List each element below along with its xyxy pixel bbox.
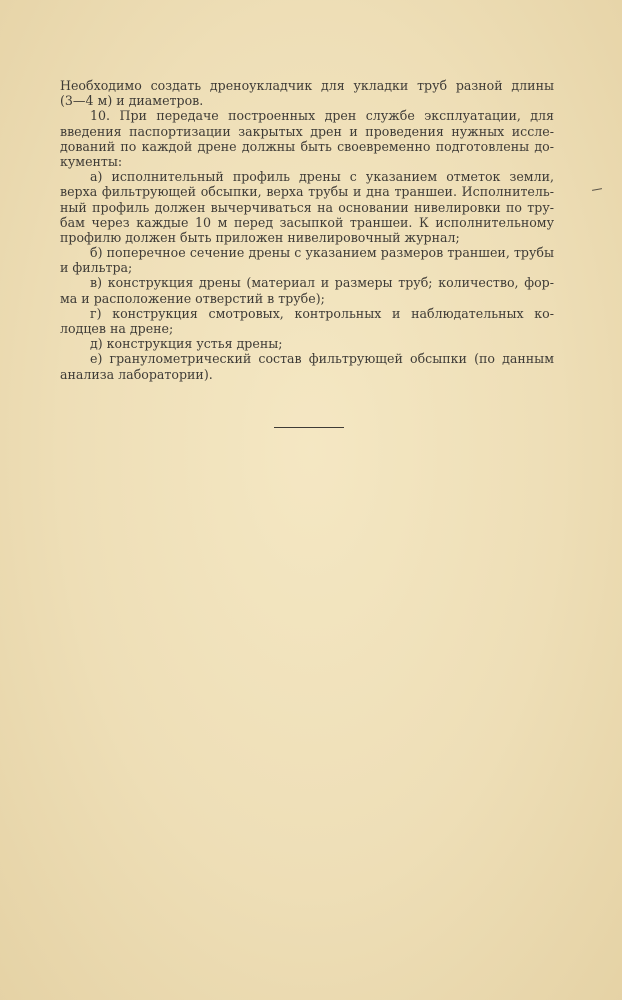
text-line: ма и расположение отверстий в трубе); xyxy=(60,290,325,306)
document-text xyxy=(60,78,554,382)
margin-mark xyxy=(592,188,602,191)
text-line: введения паспортизации закрытых дрен и проведения нужных иссле- xyxy=(60,123,554,139)
text-line: б) поперечное сечение дрены с указанием размеров траншеи, трубы xyxy=(90,245,554,261)
text-line: а) исполнительный профиль дрены с указанием отметок земли, xyxy=(90,169,554,185)
section-divider xyxy=(274,427,344,428)
text-line: верха фильтрующей обсыпки, верха трубы и дна траншеи. Исполнитель- xyxy=(60,184,554,200)
text-line: анализа лаборатории). xyxy=(60,366,213,382)
text-line: дований по каждой дрене должны быть своевременно подготовлены до- xyxy=(60,138,554,154)
text-line: 10. При передаче построенных дрен службе эксплуатации, для xyxy=(90,108,554,124)
text-line: (3—4 м) и диаметров. xyxy=(60,93,204,109)
text-line: Необходимо создать дреноукладчик для укладки труб разной длины xyxy=(60,78,554,93)
text-line: профилю должен быть приложен нивелировочный журнал; xyxy=(60,229,460,245)
text-line: д) конструкция устья дрены; xyxy=(90,336,283,352)
text-line: лодцев на дрене; xyxy=(60,321,174,336)
text-line: ный профиль должен вычерчиваться на основании нивелировки по тру- xyxy=(60,199,554,215)
text-line: и фильтра; xyxy=(60,260,133,276)
text-line: е) гранулометрический состав фильтрующей обсыпки (по данным xyxy=(90,351,554,367)
text-line: в) конструкция дрены (материал и размеры труб; количество, фор- xyxy=(90,275,554,291)
text-line: бам через каждые 10 м перед засыпкой траншеи. К исполнительному xyxy=(60,214,554,230)
text-line: г) конструкция смотровых, контрольных и наблюдательных ко- xyxy=(90,305,554,321)
text-line: кументы: xyxy=(60,153,123,169)
